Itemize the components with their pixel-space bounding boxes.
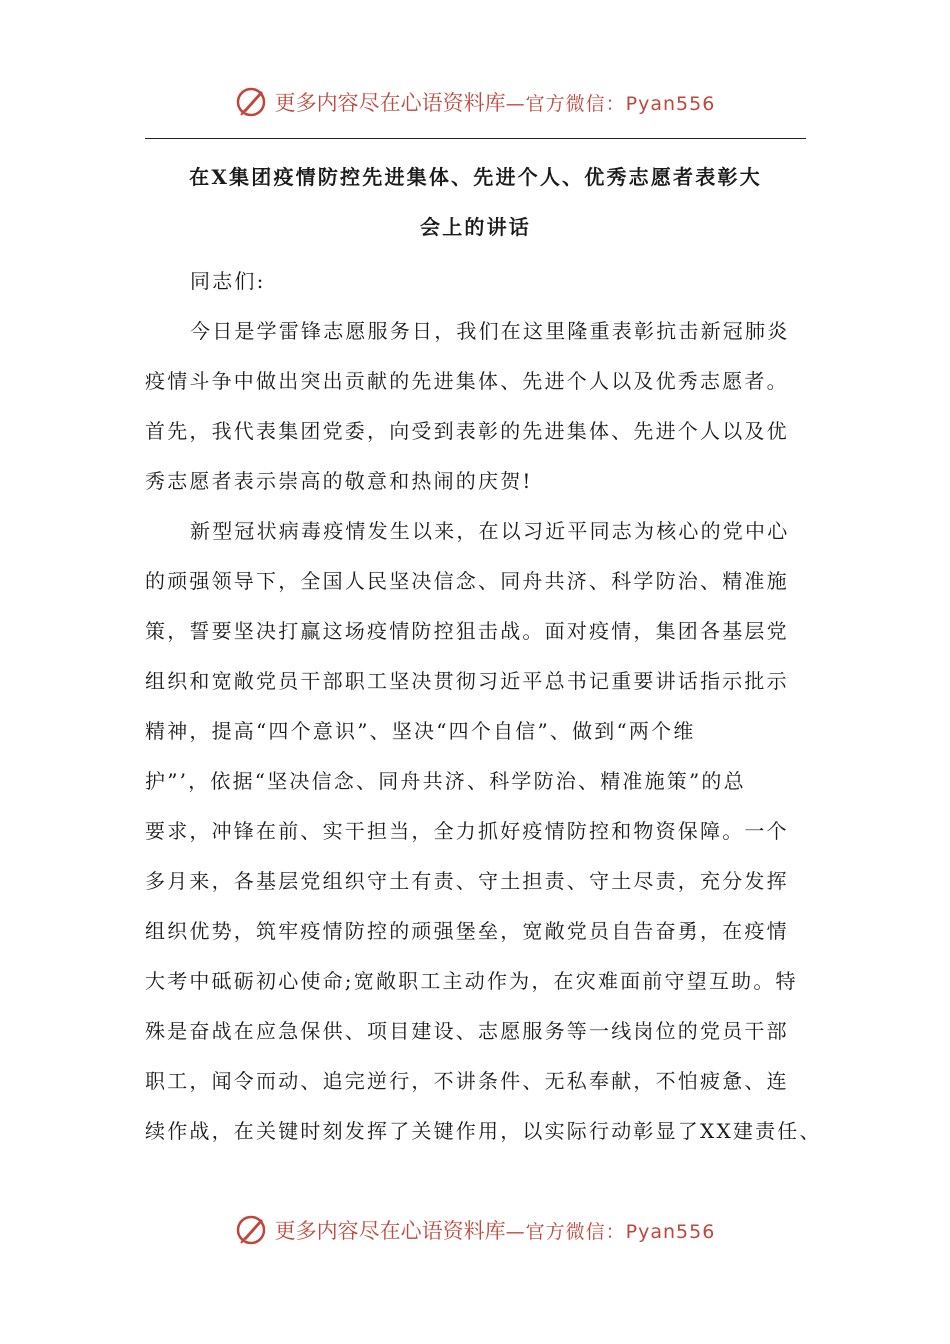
paragraph-line: 多月来，各基层党组织守土有责、守土担责、守土尽责，充分发挥: [145, 869, 789, 893]
paragraph-line: 护”’，依据“坚决信念、同舟共济、科学防治、精准施策”的总: [145, 769, 746, 793]
document-title: [145, 152, 806, 252]
paragraph-line: 今日是学雷锋志愿服务日，我们在这里隆重表彰抗击新冠肺炎: [190, 319, 790, 343]
footer-banner: [0, 1210, 950, 1250]
footer-banner-main: 更多内容尽在心语资料库: [274, 1219, 506, 1243]
quill-stamp-icon: [235, 85, 269, 119]
paragraph-line: 续作战，在关键时刻发挥了关键作用，以实际行动彰显了XX建责任、: [145, 1119, 822, 1143]
header-rule: [145, 138, 806, 139]
title-line-2: 会上的讲话: [420, 215, 531, 239]
quill-stamp-icon: [235, 1213, 269, 1247]
paragraph-line: 要求，冲锋在前、实干担当，全力抓好疫情防控和物资保障。一个: [145, 819, 789, 843]
greeting: 同志们:: [190, 269, 266, 293]
paragraph-2: [145, 506, 822, 1156]
paragraph-line: 的顽强领导下，全国人民坚决信念、同舟共济、科学防治、精准施: [145, 569, 789, 593]
paragraph-line: 首先，我代表集团党委，向受到表彰的先进集体、先进个人以及优: [145, 419, 789, 443]
paragraph-line: 精神，提高“四个意识”、坚决“四个自信”、做到“两个维: [145, 719, 696, 743]
paragraph-line: 大考中砥砺初心使命;宽敞职工主动作为，在灾难面前守望互助。特: [145, 969, 798, 993]
paragraph-line: 策，誓要坚决打赢这场疫情防控狙击战。面对疫情，集团各基层党: [145, 619, 789, 643]
paragraph-line: 职工，闻令而动、追完逆行，不讲条件、无私奉献，不怕疲惫、连: [145, 1069, 789, 1093]
header-banner: [0, 82, 950, 122]
title-line-1: 在X集团疫情防控先进集体、先进个人、优秀志愿者表彰大: [189, 165, 762, 189]
paragraph-line: 新型冠状病毒疫情发生以来，在以习近平同志为核心的党中心: [190, 519, 790, 543]
header-banner-sub: —官方微信：Pyan556: [505, 92, 716, 115]
header-banner-main: 更多内容尽在心语资料库: [274, 91, 506, 115]
footer-banner-sub: —官方微信：Pyan556: [505, 1220, 716, 1243]
paragraph-line: 殊是奋战在应急保供、项目建设、志愿服务等一线岗位的党员干部: [145, 1019, 789, 1043]
paragraph-line: 秀志愿者表示崇高的敬意和热闹的庆贺!: [145, 469, 533, 493]
paragraph-line: 疫情斗争中做出突出贡献的先进集体、先进个人以及优秀志愿者。: [145, 369, 789, 393]
paragraph-1: [145, 306, 806, 506]
document-body: [145, 256, 822, 1156]
paragraph-line: 组织和宽敞党员干部职工坚决贯彻习近平总书记重要讲话指示批示: [145, 669, 789, 693]
paragraph-line: 组织优势，筑牢疫情防控的顽强堡垒，宽敞党员自告奋勇，在疫情: [145, 919, 789, 943]
